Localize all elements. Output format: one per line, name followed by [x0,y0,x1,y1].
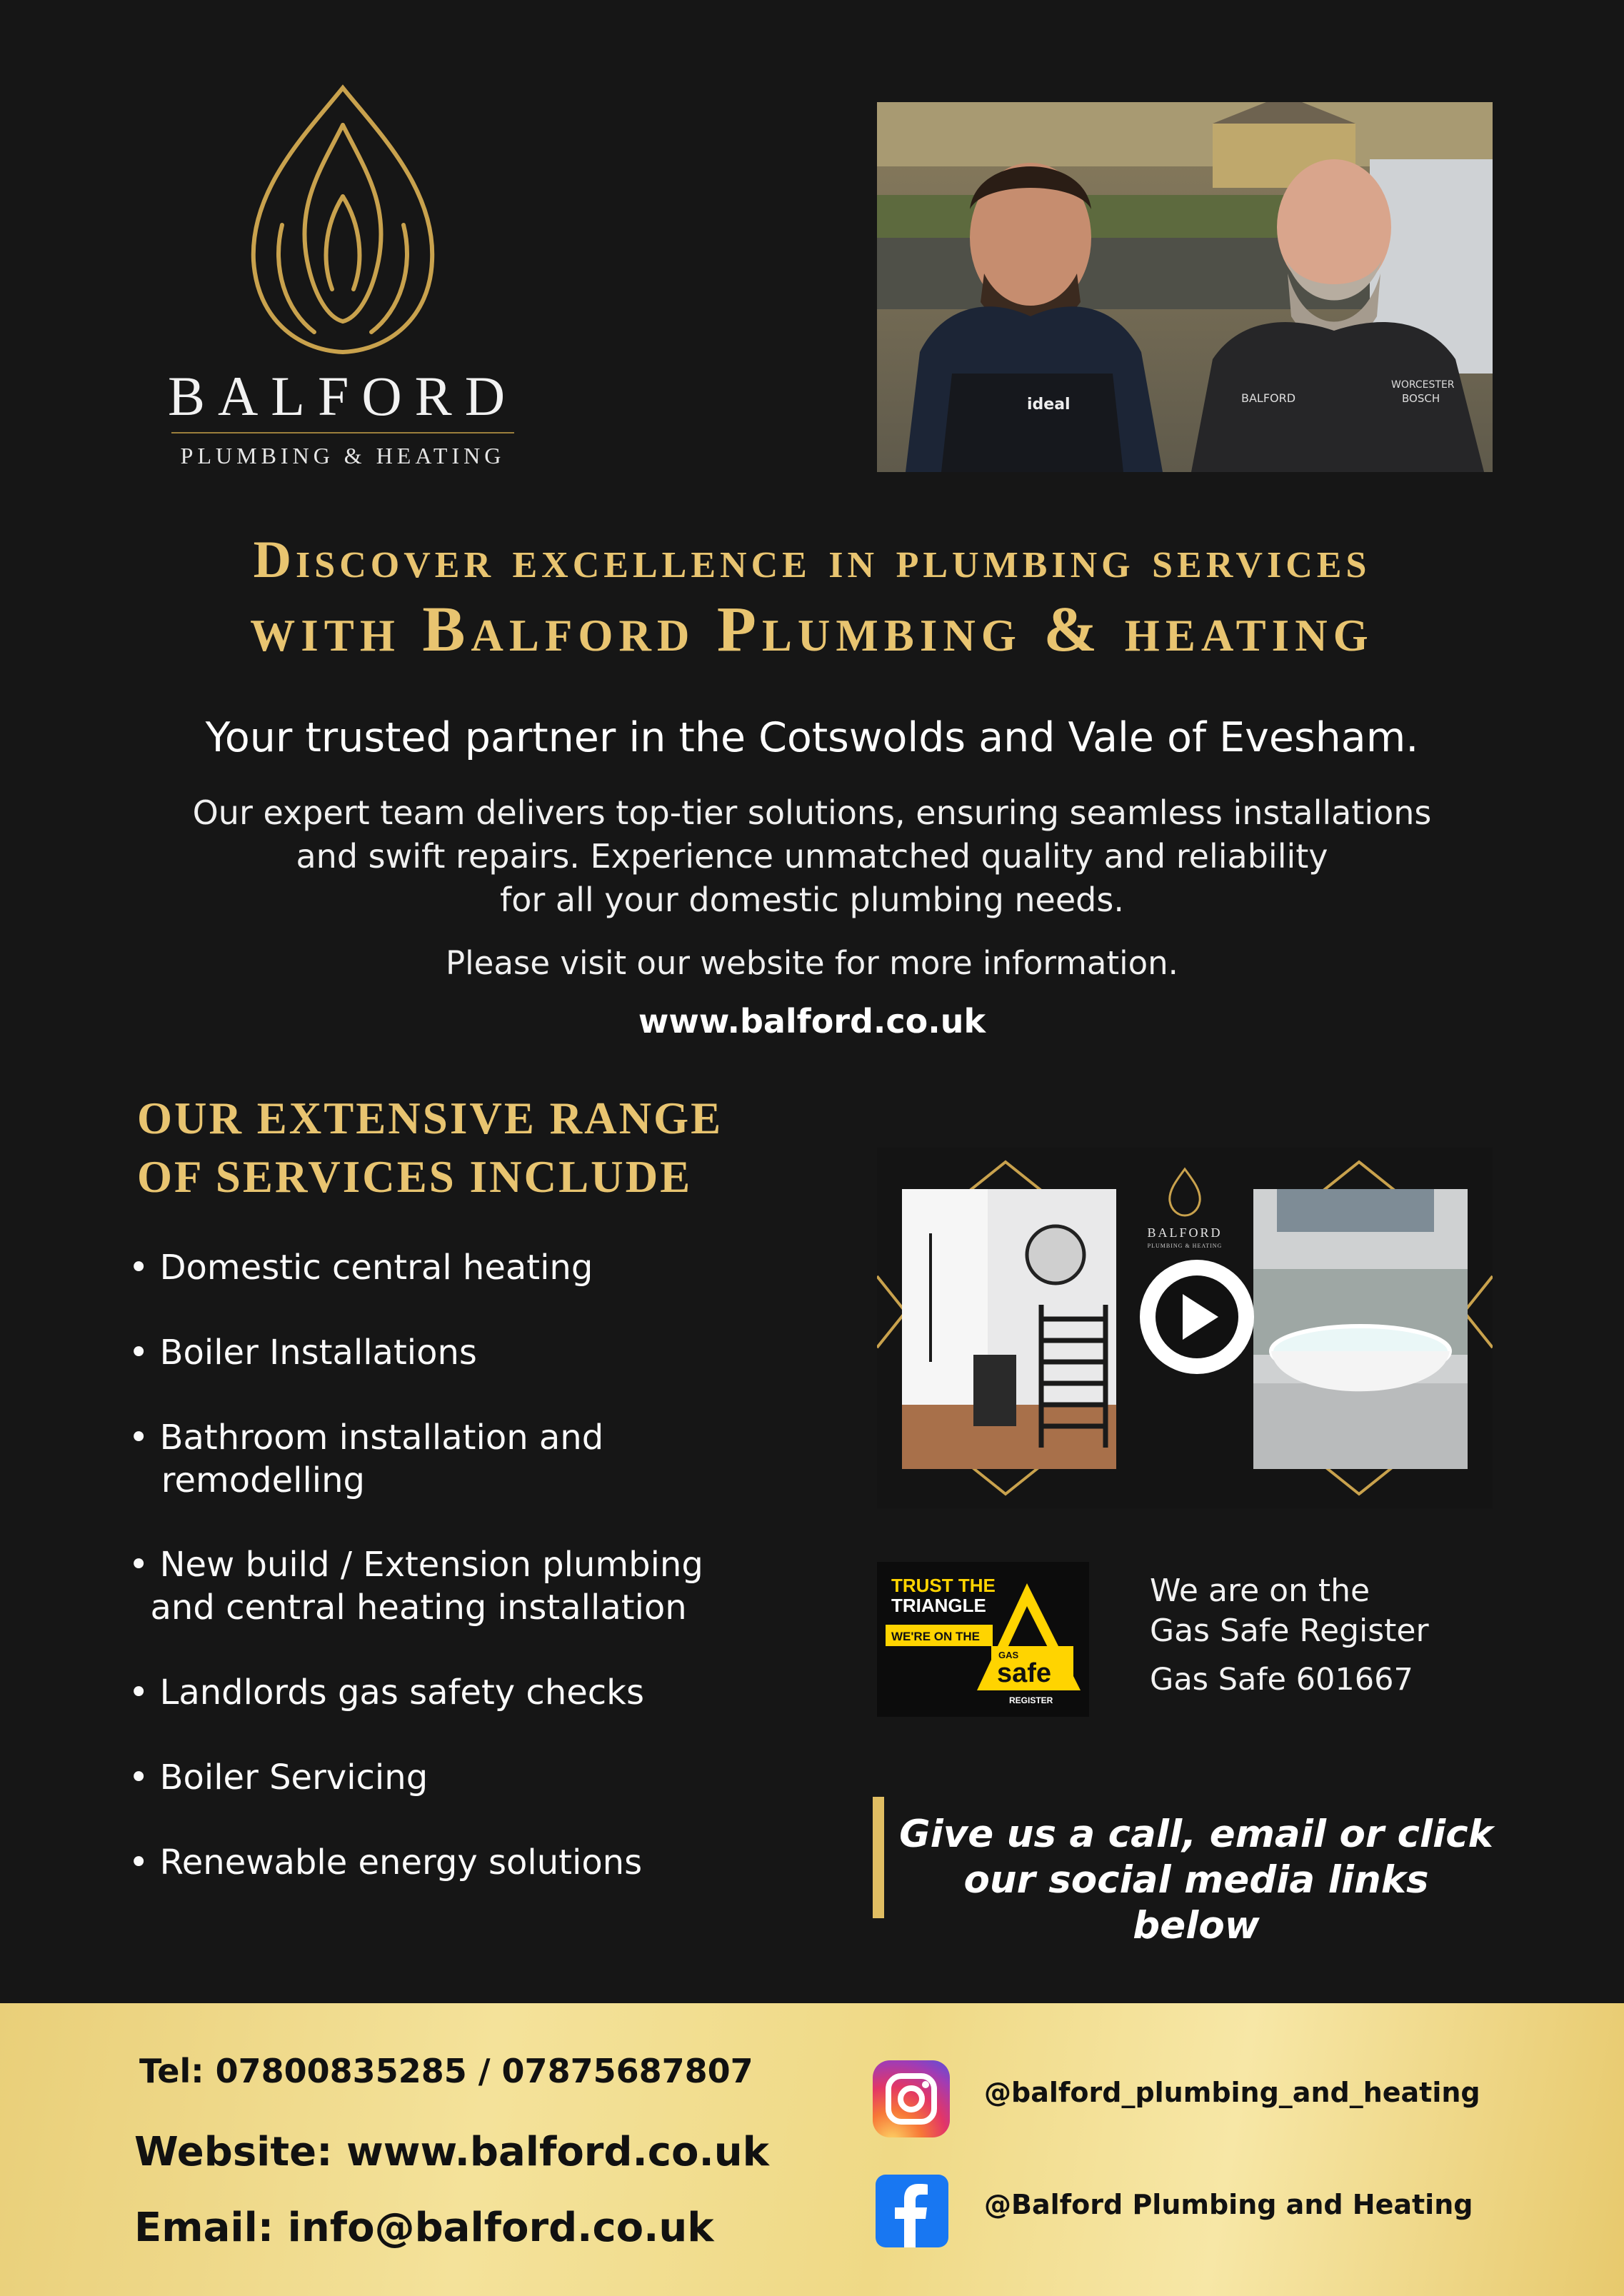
cta-line: our social media links below [963,1858,1429,1947]
badge-register: REGISTER [1009,1695,1053,1705]
tagline: Your trusted partner in the Cotswolds and Vale of Evesham. [205,714,1419,761]
video-player[interactable] [877,1148,1493,1508]
services-title-line: OUR EXTENSIVE RANGE [137,1093,723,1143]
service-item: • Domestic central heating [129,1248,593,1288]
contact-footer [0,2003,1624,2296]
video-logo-text: BALFORD [1147,1225,1223,1240]
services-title-line: OF SERVICES INCLUDE [137,1152,693,1202]
intro-line: and swift repairs. Experience unmatched quality and reliability [296,837,1328,876]
team-photo [877,102,1493,472]
call-to-action [896,1812,1496,1949]
badge-line-3: WE'RE ON THE [891,1630,980,1643]
headline-line-1: Discover excellence in plumbing services [253,531,1371,589]
video-thumbnail [877,1148,1493,1508]
gas-safe-badge [877,1562,1089,1717]
intro-line: for all your domestic plumbing needs. [500,881,1124,919]
brand-logo [157,82,528,482]
gas-safe-number: Gas Safe 601667 [1150,1662,1413,1698]
badge-line-2: TRIANGLE [891,1595,986,1616]
service-item: • Boiler Servicing [129,1758,428,1798]
brand-divider [171,432,514,433]
service-item: • New build / Extension plumbing and central heating installation [129,1545,703,1628]
svg-text:BALFORD: BALFORD [1241,391,1296,405]
cta-line: Give us a call, email or click [899,1813,1493,1856]
badge-safe: safe [997,1658,1052,1688]
service-item: • Landlords gas safety checks [129,1673,644,1713]
badge-line-1: TRUST THE [891,1575,996,1596]
headline-line-2: with Balford Plumbing & heating [250,594,1374,665]
svg-text:ideal: ideal [1027,396,1071,413]
svg-text:WORCESTER: WORCESTER [1391,379,1455,391]
intro-line: Our expert team delivers top-tier solutions, ensuring seamless installations [192,793,1432,832]
service-item: • Boiler Installations [129,1333,477,1373]
telephone-numbers[interactable]: Tel: 07800835285 / 07875687807 [139,2052,753,2090]
service-item: • Renewable energy solutions [129,1843,643,1883]
svg-text:BOSCH: BOSCH [1402,392,1440,405]
brand-name: BALFORD [167,365,518,427]
video-logo-subtitle: PLUMBING & HEATING [1147,1243,1223,1249]
intro-paragraph [0,791,1624,922]
footer-email[interactable]: Email: info@balford.co.uk [134,2205,714,2251]
gas-safe-logo [877,1562,1089,1717]
gas-safe-text [1150,1571,1429,1651]
gas-safe-text-line: Gas Safe Register [1150,1613,1429,1649]
play-icon[interactable] [1140,1260,1254,1374]
services-title [137,1089,723,1206]
instagram-icon[interactable] [873,2060,950,2137]
footer-website[interactable]: Website: www.balford.co.uk [134,2129,769,2175]
badge-gas: GAS [998,1650,1019,1660]
gas-safe-text-line: We are on the [1150,1573,1370,1609]
website-link[interactable]: www.balford.co.uk [638,1002,986,1041]
flame-logo-icon [229,82,457,357]
facebook-handle[interactable]: @Balford Plumbing and Heating [984,2189,1473,2220]
facebook-icon[interactable] [876,2175,948,2247]
brand-subtitle: PLUMBING & HEATING [180,443,506,468]
team-photo-illustration [877,102,1493,472]
cta-accent-bar [873,1797,884,1918]
instagram-handle[interactable]: @balford_plumbing_and_heating [984,2077,1480,2108]
service-item: • Bathroom installation and remodelling [129,1418,604,1500]
visit-website-text: Please visit our website for more information. [446,944,1178,982]
